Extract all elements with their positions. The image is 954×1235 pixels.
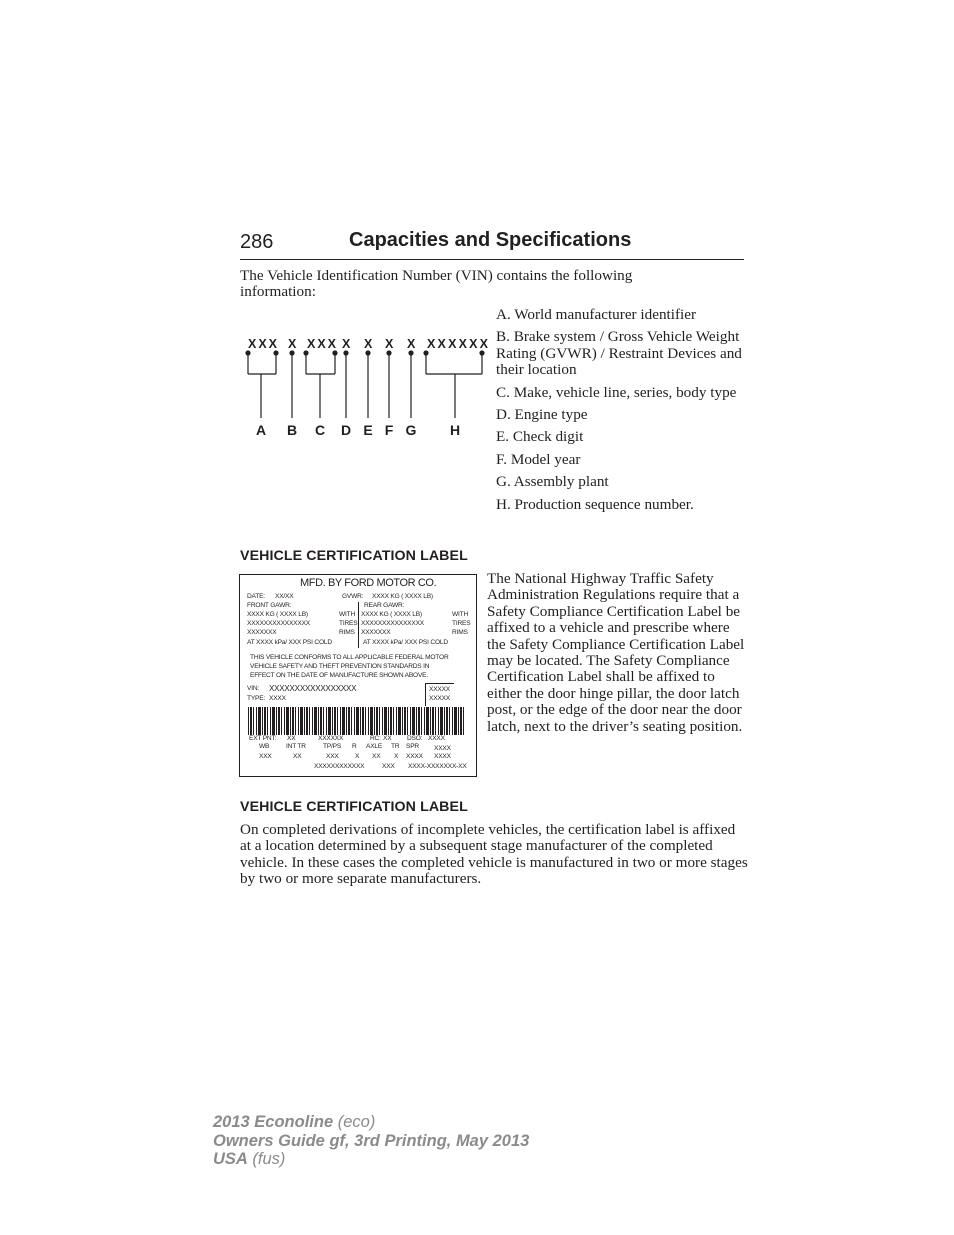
vin-group-c: XXX — [307, 337, 339, 351]
label-rear-tires-value: XXXXXXXXXXXXXXX — [361, 620, 424, 627]
completed-vehicles-paragraph: On completed derivations of incomplete vehicles, the certification label is affixed at a location determined by a subsequent stage manufacturer of the completed vehicle. In these cases the completed vehicle is manufactured in two or more stages by two or more separate manufacturers. — [240, 821, 748, 888]
label-rims: RIMS — [452, 629, 468, 636]
label-front-kg: XXXX KG ( XXXX LB) — [247, 611, 308, 618]
label-front-rims-value: XXXXXXX — [247, 629, 277, 636]
intro-paragraph: The Vehicle Identification Number (VIN) contains the following information: — [240, 267, 633, 301]
list-item: D. Engine type — [496, 406, 588, 424]
label-tr: TR — [391, 743, 400, 750]
label-rear-rims-value: XXXXXXX — [361, 629, 391, 636]
label-ext-pnt-value: XX — [287, 735, 296, 742]
vin-letter-g: G — [405, 422, 417, 438]
vin-letter-f: F — [384, 422, 394, 438]
footer-printing: Owners Guide gf, 3rd Printing, May 2013 — [213, 1131, 530, 1150]
label-tp-ps: TP/PS — [323, 743, 342, 750]
label-dso-value: XXXX — [428, 735, 445, 742]
label-x12: XXXXXXXXXXXX — [314, 763, 365, 770]
label-box-2: XXXXX — [429, 695, 450, 702]
label-vin-value: XXXXXXXXXXXXXXXXX — [269, 684, 357, 693]
label-part-number: XXXX-XXXXXXX-XX — [408, 763, 467, 770]
label-spr: SPR — [406, 743, 419, 750]
page-title: Capacities and Specifications — [349, 229, 632, 251]
label-tires: TIRES — [452, 620, 471, 627]
label-rear-gawr: REAR GAWR: — [364, 602, 405, 609]
label-front-tires-value: XXXXXXXXXXXXXXX — [247, 620, 310, 627]
label-conform-line3: EFFECT ON THE DATE OF MANUFACTURE SHOWN ABOVE. — [250, 672, 429, 679]
label-x4: XXXX — [406, 753, 423, 760]
label-front-gawr: FRONT GAWR: — [247, 602, 292, 609]
label-rear-pressure: AT XXXX kPa/ XXX PSI COLD — [363, 639, 448, 646]
label-tr-value: X — [394, 753, 399, 760]
footer-market-code: (fus) — [247, 1150, 286, 1168]
label-date: DATE: — [247, 593, 265, 600]
label-gvwr-value: XXXX KG ( XXXX LB) — [372, 593, 433, 600]
vin-letter-c: C — [314, 422, 326, 438]
list-item: G. Assembly plant — [496, 473, 609, 491]
vin-legend-list — [496, 307, 746, 519]
page-header — [240, 229, 744, 260]
footer-market: USA — [213, 1150, 248, 1168]
label-dso: DSO: — [407, 735, 423, 742]
label-r: R — [352, 743, 357, 750]
label-int-tr: INT TR — [286, 743, 306, 750]
list-item: A. World manufacturer identifier — [496, 306, 697, 323]
section-heading: VEHICLE CERTIFICATION LABEL — [240, 548, 468, 564]
list-item: H. Production sequence number. — [496, 495, 694, 513]
vin-letter-d: D — [340, 422, 352, 438]
label-x4: XXXX — [434, 753, 451, 760]
page-number: 286 — [240, 231, 274, 253]
label-rc: RC: — [370, 735, 381, 742]
vin-group-g: X — [407, 337, 416, 351]
vin-group-d: X — [342, 337, 351, 351]
label-with: WITH — [339, 611, 356, 618]
section-heading: VEHICLE CERTIFICATION LABEL — [240, 799, 468, 815]
label-x6: XXXXXX — [318, 735, 344, 742]
label-title: MFD. BY FORD MOTOR CO. — [300, 577, 437, 589]
vin-group-a: XXX — [248, 337, 280, 351]
nhtsa-paragraph: The National Highway Traffic Safety Administration Regulations require that a Safety Compliance Certification Label be affixed to a vehicle and prescribe where the Safety Compliance Certification Label may be located. The Safety Compliance Certification Label shall be affixed to either the door hinge pillar, the door latch post, or the edge of the door near the door latch, next to the driver’s seating position. — [487, 570, 745, 735]
certification-label-illustration — [239, 574, 477, 777]
label-type: TYPE: — [247, 695, 266, 702]
label-wb: WB — [259, 743, 270, 750]
list-item: B. Brake system / Gross Vehicle Weight Rating (GVWR) / Restraint Devices and their location — [496, 328, 742, 379]
page-footer — [213, 1113, 529, 1169]
label-rear-kg: XXXX KG ( XXXX LB) — [361, 611, 422, 618]
label-tp-ps-value: XXX — [326, 753, 339, 760]
vin-group-h: XXXXXX — [427, 337, 490, 351]
vin-group-b: X — [288, 337, 297, 351]
footer-model-code: (eco) — [333, 1113, 376, 1131]
list-item: C. Make, vehicle line, series, body type — [496, 383, 737, 401]
label-rims: RIMS — [339, 629, 355, 636]
vin-letter-e: E — [363, 422, 373, 438]
label-conform-line1: THIS VEHICLE CONFORMS TO ALL APPLICABLE FEDERAL MOTOR — [250, 654, 449, 661]
label-date-value: XX/XX — [275, 593, 294, 600]
label-front-pressure: AT XXXX kPa/ XXX PSI COLD — [247, 639, 332, 646]
label-axle: AXLE — [366, 743, 383, 750]
list-item: E. Check digit — [496, 428, 584, 446]
list-item: F. Model year — [496, 450, 581, 468]
barcode — [248, 707, 464, 735]
footer-model: 2013 Econoline — [213, 1113, 334, 1131]
label-type-value: XXXX — [269, 695, 286, 702]
label-ext-pnt: EXT PNT: — [249, 735, 277, 742]
label-axle-value: XX — [372, 753, 381, 760]
label-xxx: XXX — [382, 763, 395, 770]
label-rc-value: XX — [383, 735, 392, 742]
label-vin: VIN: — [247, 685, 260, 692]
label-box-1: XXXXX — [429, 686, 450, 693]
label-gvwr: GVWR: — [342, 593, 364, 600]
label-with: WITH — [452, 611, 469, 618]
vin-group-e: X — [364, 337, 373, 351]
label-r-value: X — [355, 753, 360, 760]
label-spr-value: XXXX — [434, 745, 451, 752]
vin-diagram — [240, 330, 490, 445]
vin-group-f: X — [385, 337, 394, 351]
vin-letter-a: A — [255, 422, 267, 438]
label-wb-value: XXX — [259, 753, 272, 760]
label-conform-line2: VEHICLE SAFETY AND THEFT PREVENTION STANDARDS IN — [250, 663, 430, 670]
vin-letter-b: B — [286, 422, 298, 438]
label-int-tr-value: XX — [293, 753, 302, 760]
vin-letter-h: H — [449, 422, 461, 438]
label-tires: TIRES — [339, 620, 358, 627]
